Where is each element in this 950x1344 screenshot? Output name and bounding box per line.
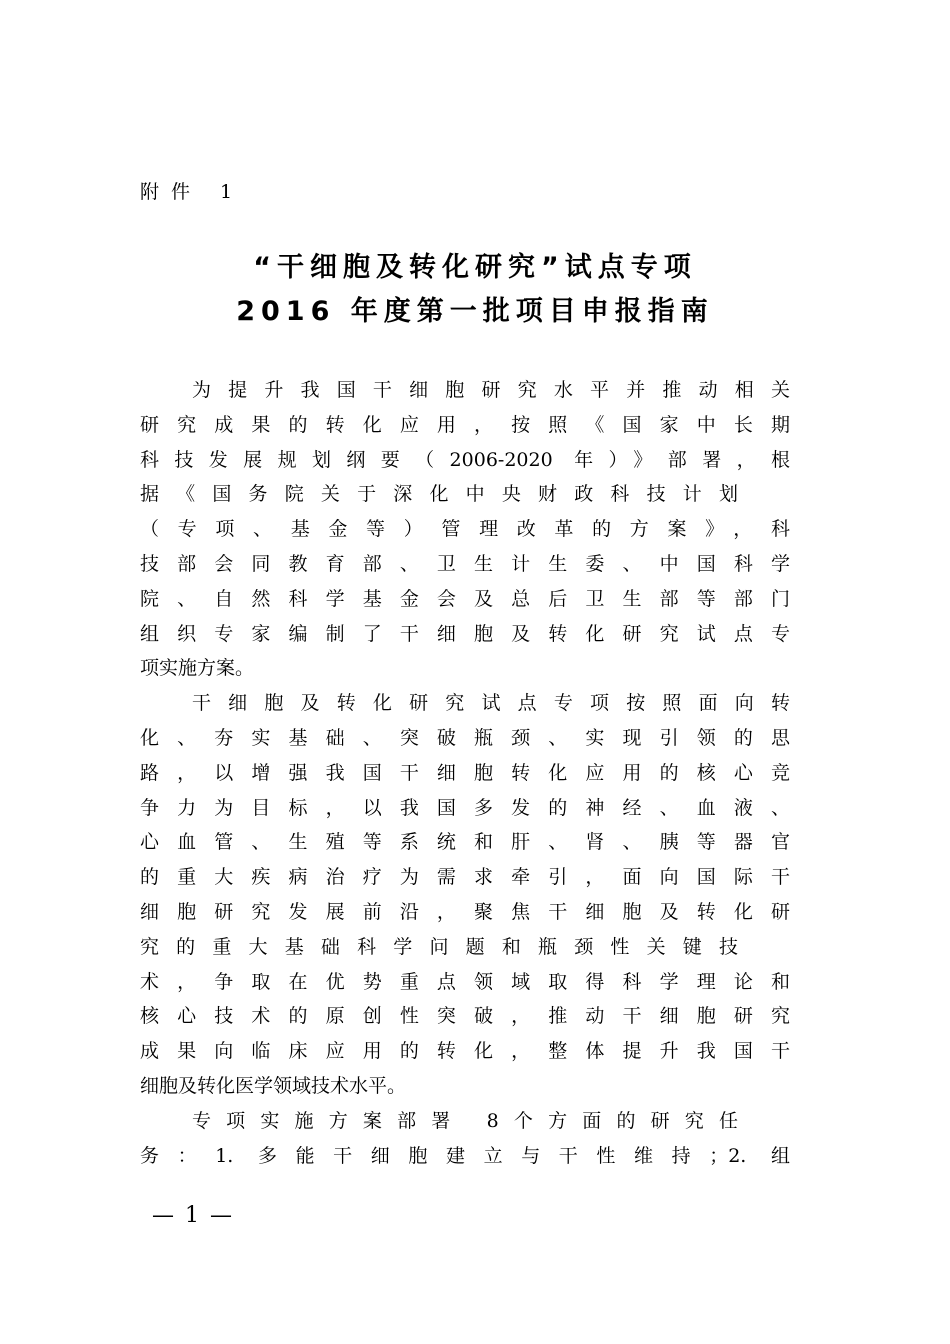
text-line: 干细胞及转化研究试点专项按照面向转 [192, 692, 790, 715]
text-line: 研究成果的转化应用，按照《国家中长期 [140, 413, 790, 436]
text-line: 的重大疾病治疗为需求牵引，面向国际干 [140, 866, 790, 889]
text-line: 为提升我国干细胞研究水平并推动相关 [192, 379, 790, 401]
document-title-line-1: “干细胞及转化研究”试点专项 [253, 252, 697, 283]
text-line: 科技发展规划纲要（2006-2020 年）》部署，根 [140, 448, 790, 471]
page-number: — 1 — [152, 1203, 234, 1228]
text-line: 化、夯实基础、突破瓶颈、实现引领的思 [140, 726, 790, 749]
text-line: 争力为目标，以我国多发的神经、血液、 [140, 796, 790, 819]
text-line: 项实施方案。 [140, 657, 255, 680]
text-line: 核心技术的原创性突破，推动干细胞研究 [140, 1005, 790, 1028]
document-title-line-2: 2016 年度第一批项目申报指南 [236, 296, 714, 327]
text-line: 院、自然科学基金会及总后卫生部等部门 [140, 587, 790, 610]
text-line: 成果向临床应用的转化，整体提升我国干 [140, 1040, 790, 1063]
text-line: 务：1. 多能干细胞建立与干性维持；2. 组 [140, 1144, 790, 1167]
text-line: 术，争取在优势重点领域取得科学理论和 [140, 970, 790, 993]
text-line: 细胞及转化医学领域技术水平。 [140, 1074, 407, 1097]
text-line: （专项、基金等）管理改革的方案》，科 [140, 518, 790, 541]
text-line: 技部会同教育部、卫生计生委、中国科学 [140, 552, 790, 575]
text-line: 据《国务院关于深化中央财政科技计划 [140, 483, 738, 506]
text-line: 细胞研究发展前沿，聚焦干细胞及转化研 [140, 900, 790, 923]
text-line: 路，以增强我国干细胞转化应用的核心竞 [140, 761, 790, 784]
text-line: 组织专家编制了干细胞及转化研究试点专 [140, 622, 790, 645]
text-line: 究的重大基础科学问题和瓶颈性关键技 [140, 935, 738, 958]
attachment-label: 附件 1 [140, 181, 245, 203]
text-line: 心血管、生殖等系统和肝、肾、胰等器官 [140, 831, 790, 854]
text-line: 专项实施方案部署 8个方面的研究任 [192, 1109, 738, 1132]
body-text [140, 373, 790, 1173]
